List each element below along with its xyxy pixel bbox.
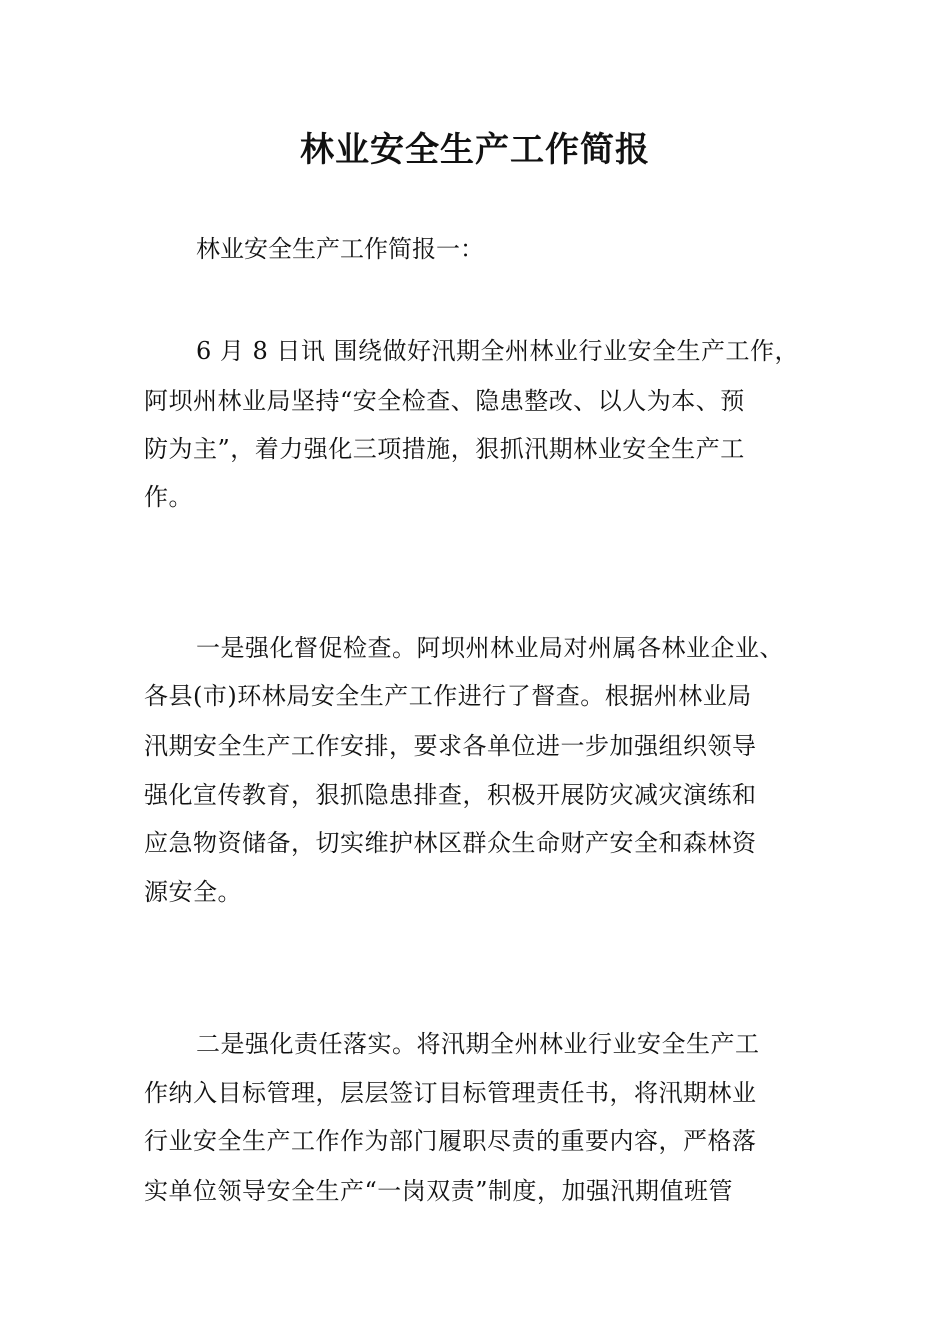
paragraph-line: 阿坝州林业局坚持“安全检查、隐患整改、以人为本、预 — [144, 387, 745, 415]
paragraph-line: 强化宣传教育，狠抓隐患排查，积极开展防灾减灾演练和 — [144, 781, 757, 809]
paragraph-line: 防为主”，着力强化三项措施，狠抓汛期林业安全生产工 — [144, 435, 745, 463]
paragraph-line: 各县(市)环林局安全生产工作进行了督查。根据州林业局 — [144, 682, 752, 710]
paragraph-line: 作。 — [144, 483, 193, 511]
paragraph-line: 源安全。 — [144, 878, 242, 906]
paragraph-line: 6 月 8 日讯 围绕做好汛期全州林业行业安全生产工作， — [196, 337, 800, 365]
paragraph-line: 应急物资储备，切实维护林区群众生命财产安全和森林资 — [144, 829, 757, 857]
paragraph-line: 实单位领导安全生产“一岗双责”制度，加强汛期值班管 — [144, 1177, 734, 1205]
paragraph-line: 二是强化责任落实。将汛期全州林业行业安全生产工 — [196, 1030, 760, 1058]
paragraph-line: 一是强化督促检查。阿坝州林业局对州属各林业企业、 — [196, 634, 784, 662]
paragraph-line: 汛期安全生产工作安排，要求各单位进一步加强组织领导 — [144, 732, 757, 760]
document-subtitle: 林业安全生产工作简报一： — [196, 235, 484, 263]
paragraph-line: 行业安全生产工作作为部门履职尽责的重要内容，严格落 — [144, 1127, 757, 1155]
document-title: 林业安全生产工作简报 — [300, 130, 650, 170]
paragraph-line: 作纳入目标管理，层层签订目标管理责任书，将汛期林业 — [144, 1079, 757, 1107]
